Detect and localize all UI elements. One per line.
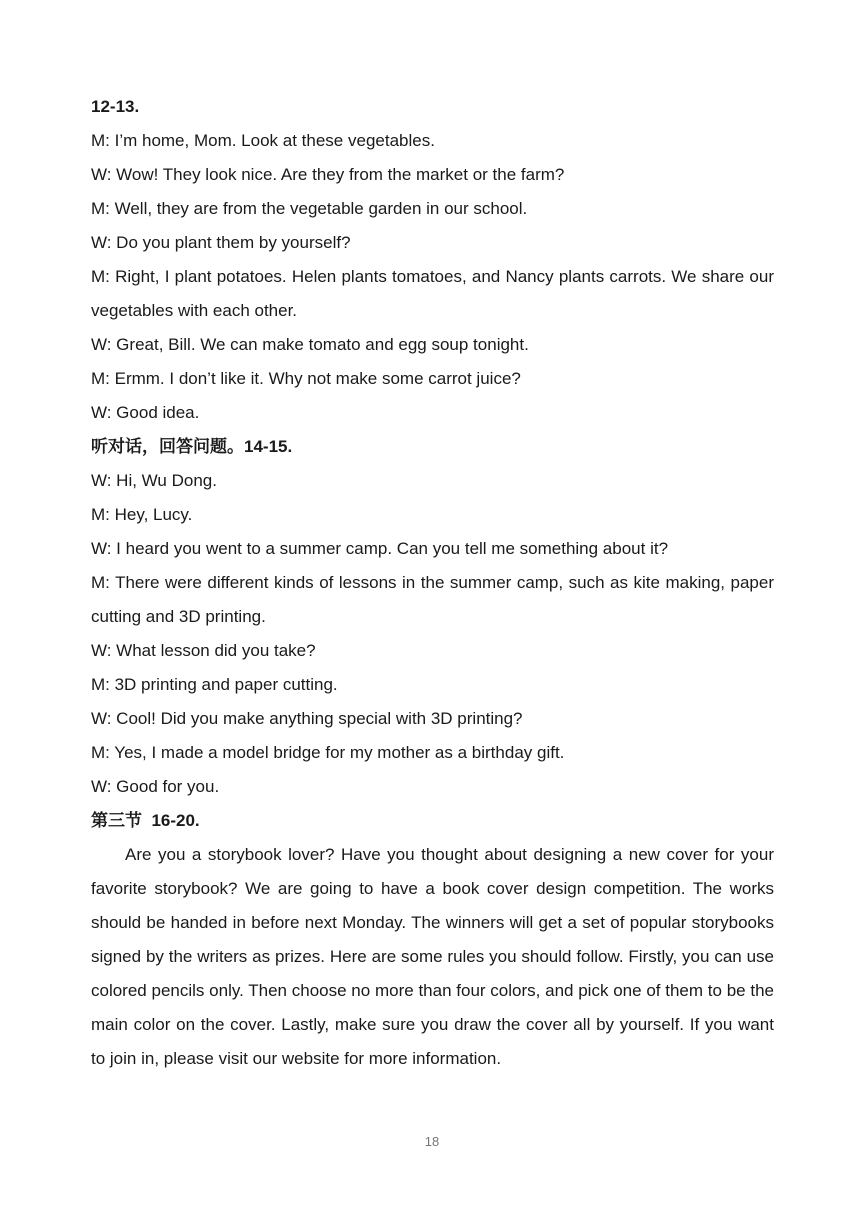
dialogue-line: M: I’m home, Mom. Look at these vegetables. <box>91 131 435 150</box>
section-heading-14-15: 听对话，回答问题。14-15. <box>91 437 293 456</box>
dialogue-line: M: Right, I plant potatoes. Helen plants tomatoes, and Nancy plants carrots. We share our vegetables with each other. <box>91 267 774 320</box>
dialogue-line: W: Wow! They look nice. Are they from the market or the farm? <box>91 165 565 184</box>
dialogue-line: M: 3D printing and paper cutting. <box>91 675 338 694</box>
dialogue-line: M: Well, they are from the vegetable garden in our school. <box>91 199 528 218</box>
dialogue-line: M: There were different kinds of lessons in the summer camp, such as kite making, paper cutting and 3D printing. <box>91 573 774 626</box>
dialogue-line: M: Hey, Lucy. <box>91 505 193 524</box>
dialogue-line: W: Hi, Wu Dong. <box>91 471 217 490</box>
passage-paragraph: Are you a storybook lover? Have you thought about designing a new cover for your favorite storybook? We are going to have a book cover design competition. The works should be handed in before next Monday. The winners will get a set of popular storybooks signed by the writers as prizes. Here are some rules you should follow. Firstly, you can use colored pencils only. Then choose no more than four colors, and pick one of them to be the main color on the cover. Lastly, make sure you draw the cover all by yourself. If you want to join in, please visit our website for more information. <box>91 845 774 1068</box>
dialogue-line: W: What lesson did you take? <box>91 641 316 660</box>
page-number: 18 <box>424 1134 440 1149</box>
dialogue-line: W: I heard you went to a summer camp. Can you tell me something about it? <box>91 539 669 558</box>
dialogue-line: M: Yes, I made a model bridge for my mother as a birthday gift. <box>91 743 565 762</box>
dialogue-line: M: Ermm. I don’t like it. Why not make some carrot juice? <box>91 369 521 388</box>
dialogue-line: W: Great, Bill. We can make tomato and egg soup tonight. <box>91 335 529 354</box>
dialogue-line: W: Good for you. <box>91 777 220 796</box>
document-body <box>91 90 774 1076</box>
dialogue-line: W: Do you plant them by yourself? <box>91 233 351 252</box>
dialogue-line: W: Good idea. <box>91 403 200 422</box>
section-heading-16-20: 第三节 16-20. <box>91 811 200 830</box>
dialogue-line: W: Cool! Did you make anything special with 3D printing? <box>91 709 523 728</box>
section-heading-12-13: 12-13. <box>91 97 140 116</box>
